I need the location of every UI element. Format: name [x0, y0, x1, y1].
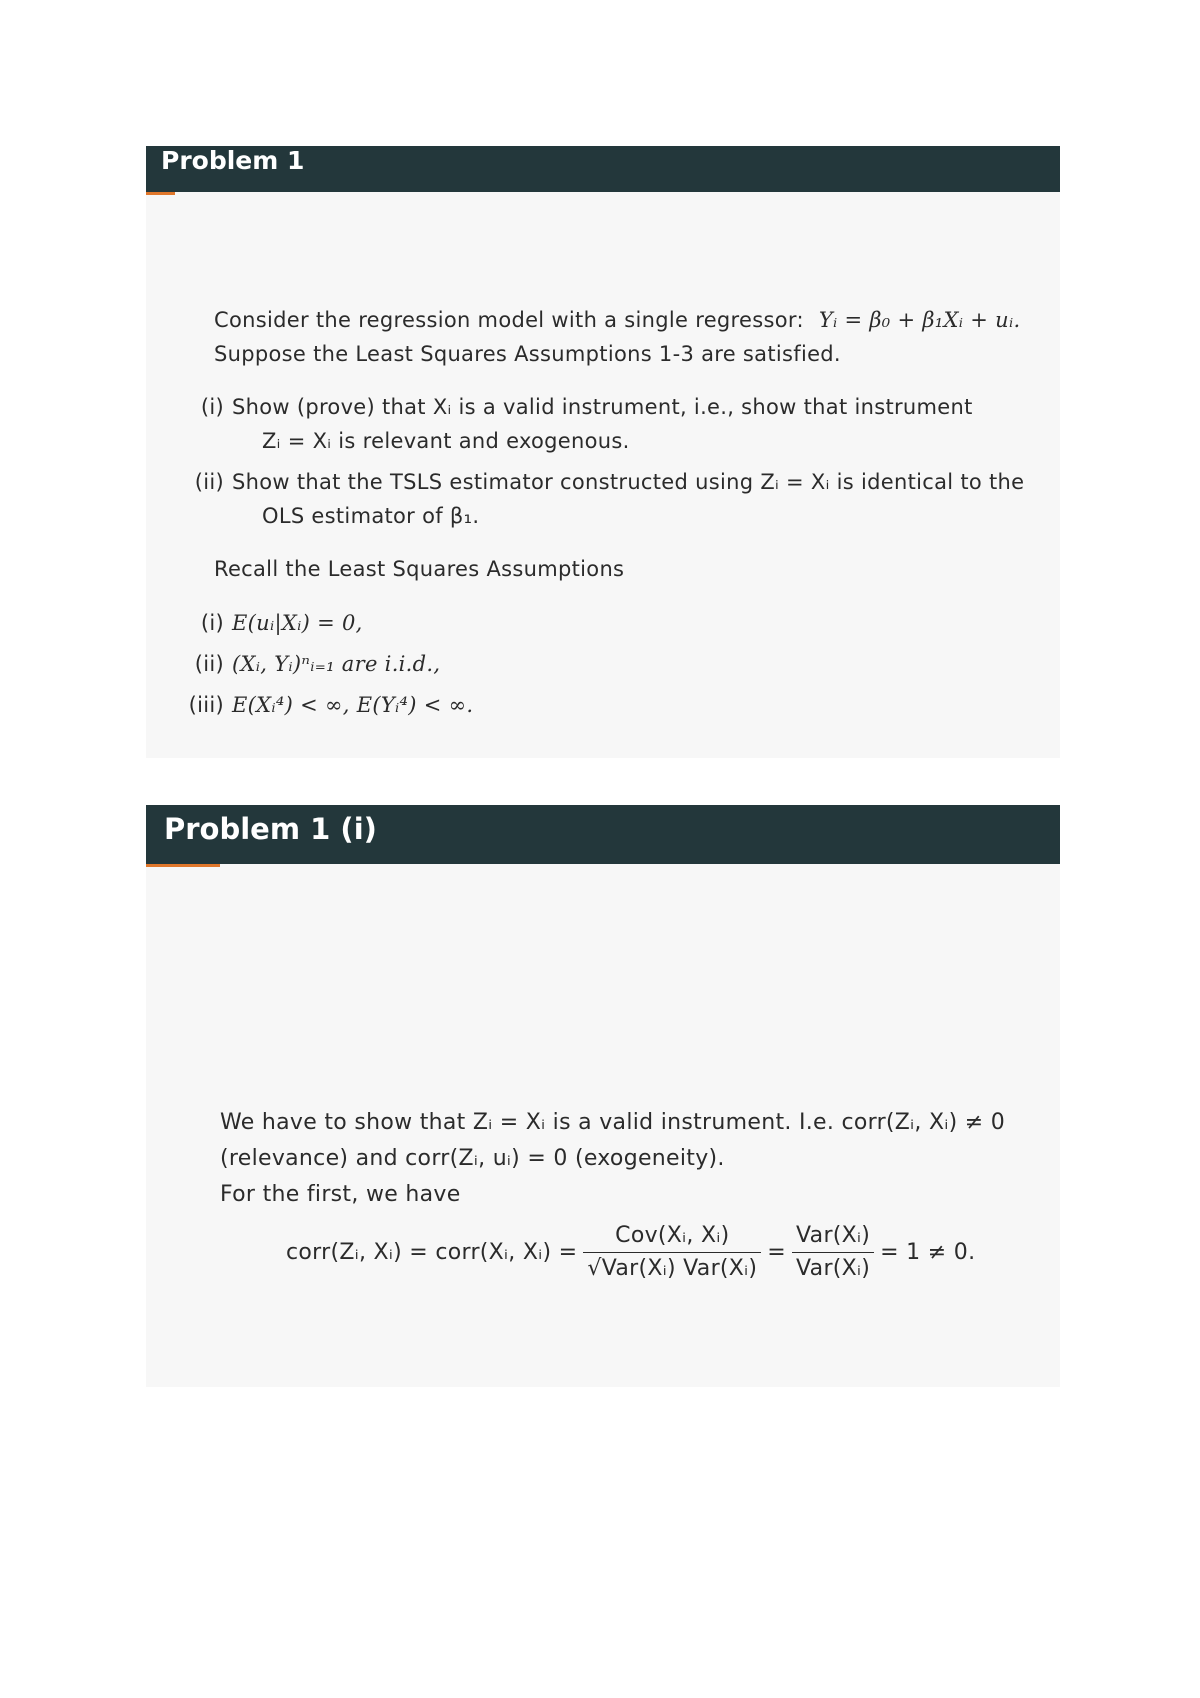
assumption-number: (iii)	[188, 693, 224, 717]
title-accent-line	[146, 192, 175, 195]
proof-line-2: (relevance) and corr(Zᵢ, uᵢ) = 0 (exogeneity).	[220, 1146, 725, 1171]
regression-equation: Yᵢ = β₀ + β₁Xᵢ + uᵢ.	[818, 308, 1021, 332]
task-item-2	[180, 470, 1024, 494]
fraction-numerator: Cov(Xᵢ, Xᵢ)	[615, 1223, 730, 1248]
intro-text: Consider the regression model with a single regressor:	[214, 308, 804, 332]
assumption-1	[180, 611, 363, 635]
assumption-2	[180, 652, 440, 676]
assumption-number: (i)	[200, 611, 224, 635]
covariance-fraction	[583, 1223, 761, 1281]
equation-result: = 1 ≠ 0.	[880, 1239, 976, 1265]
task-text: Show (prove) that Xᵢ is a valid instrument, i.e., show that instrument	[232, 395, 973, 419]
task-item-1-line-2: Zᵢ = Xᵢ is relevant and exogenous.	[262, 429, 630, 453]
variance-fraction	[792, 1223, 874, 1281]
task-number: (ii)	[194, 470, 224, 494]
proof-line-1: We have to show that Zᵢ = Xᵢ is a valid instrument. I.e. corr(Zᵢ, Xᵢ) ≠ 0	[220, 1110, 1006, 1135]
task-number: (i)	[200, 395, 224, 419]
equals-sign: =	[767, 1239, 787, 1265]
recall-heading: Recall the Least Squares Assumptions	[214, 557, 625, 581]
slide-title: Problem 1	[161, 146, 305, 175]
assumption-text: E(Xᵢ⁴) < ∞, E(Yᵢ⁴) < ∞.	[232, 693, 474, 717]
slide-title: Problem 1 (i)	[164, 812, 377, 846]
slide-title-bar	[146, 805, 1060, 864]
proof-line-3: For the first, we have	[220, 1182, 461, 1207]
assumption-text: (Xᵢ, Yᵢ)ⁿᵢ₌₁ are i.i.d.,	[232, 652, 441, 676]
correlation-equation	[286, 1223, 975, 1281]
intro-line-1	[214, 308, 1020, 332]
fraction-numerator: Var(Xᵢ)	[796, 1223, 871, 1248]
task-text: Show that the TSLS estimator constructed using Zᵢ = Xᵢ is identical to the	[232, 470, 1025, 494]
slide-problem-1-i	[146, 805, 1060, 1387]
task-item-2-line-2: OLS estimator of β₁.	[262, 504, 480, 528]
intro-line-2: Suppose the Least Squares Assumptions 1-3 are satisfied.	[214, 342, 841, 366]
slide-problem-1	[146, 146, 1060, 758]
equation-left-side: corr(Zᵢ, Xᵢ) = corr(Xᵢ, Xᵢ) =	[286, 1239, 578, 1265]
fraction-denominator: Var(Xᵢ)	[792, 1252, 874, 1281]
assumption-number: (ii)	[194, 652, 224, 676]
fraction-denominator: √Var(Xᵢ) Var(Xᵢ)	[583, 1252, 761, 1281]
title-accent-line	[146, 864, 220, 867]
assumption-text: E(uᵢ|Xᵢ) = 0,	[232, 611, 363, 635]
slide-title-bar	[146, 146, 1060, 192]
task-item-1	[180, 395, 973, 419]
assumption-3	[180, 693, 473, 717]
